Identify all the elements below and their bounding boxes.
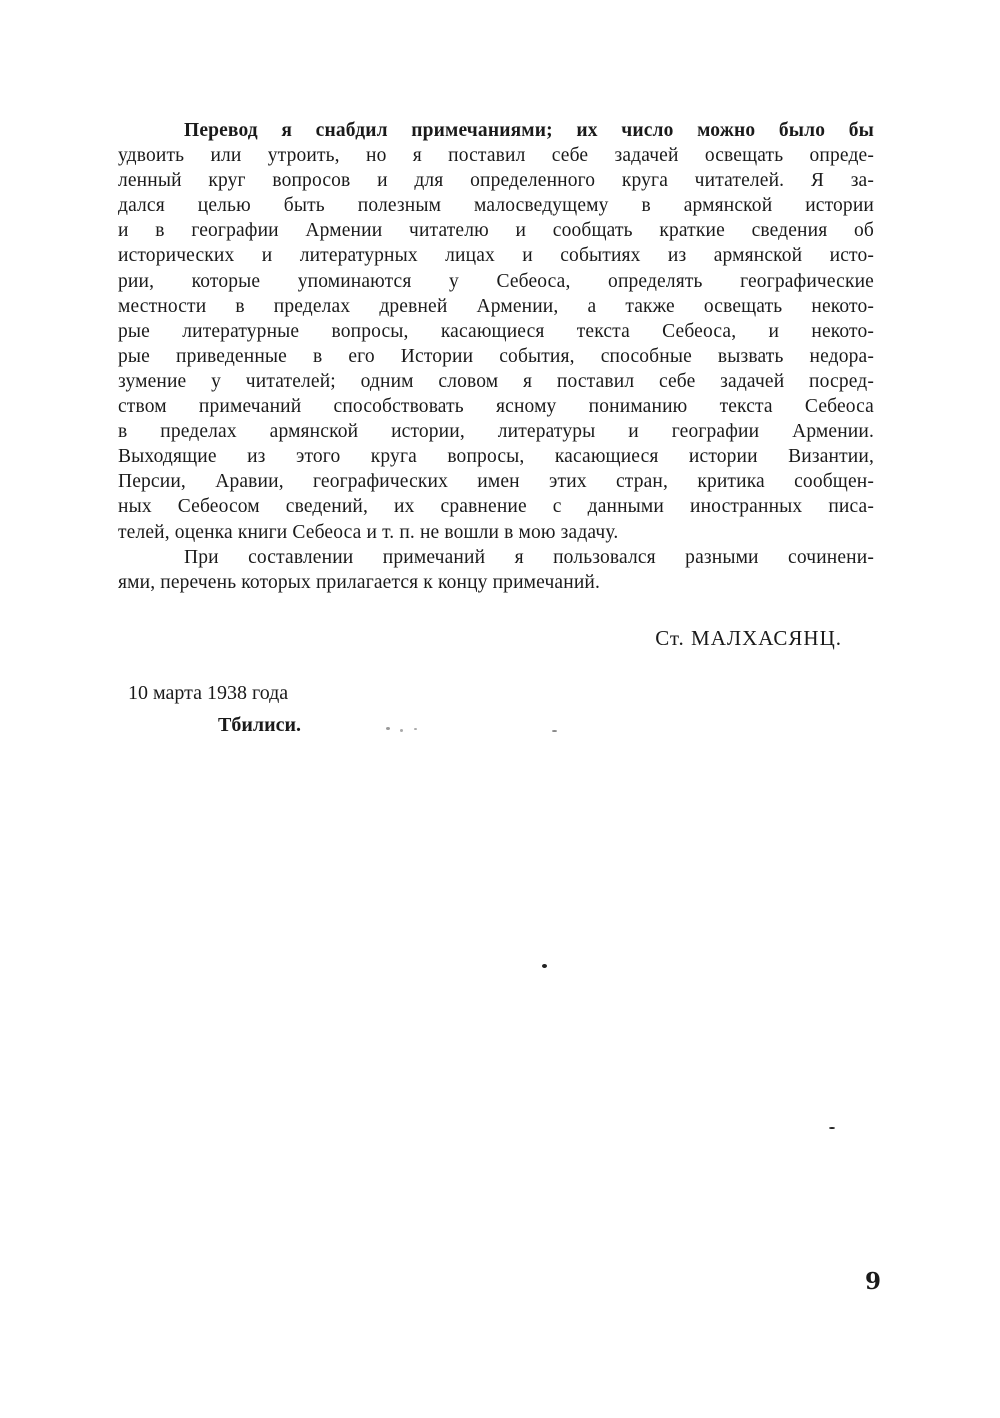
text-line: телей, оценка книги Себеоса и т. п. не вошли в мою задачу. (118, 521, 619, 543)
text-line: рии, которые упоминаются у Себеоса, определять географические (118, 270, 874, 292)
text-line: ством примечаний способствовать ясному пониманию текста Себеоса (118, 396, 874, 418)
text-line: ных Себеосом сведений, их сравнение с данными иностранных писа- (118, 496, 874, 518)
preface-text (118, 118, 874, 595)
date: 10 марта 1938 года (128, 682, 289, 704)
text-line: удвоить или утроить, но я поставил себе задачей освещать опреде- (118, 145, 874, 167)
text-line: исторических и литературных лицах и событиях из армянской исто- (118, 245, 874, 267)
scan-speck (552, 730, 557, 732)
page-number: 9 (865, 1268, 882, 1295)
text-line: и в географии Армении читателю и сообщать краткие сведения об (118, 220, 874, 242)
scan-speck (542, 964, 547, 968)
text-line: При составлении примечаний я пользовался разными сочинени- (184, 546, 874, 568)
text-line: рые литературные вопросы, касающиеся текста Себеоса, и некото- (118, 320, 874, 342)
text-line: местности в пределах древней Армении, а также освещать некото- (118, 295, 874, 317)
city: Тбилиси. (218, 714, 302, 736)
text-line: зумение у читателей; одним словом я поставил себе задачей посред- (118, 370, 874, 392)
text-line: Персии, Аравии, географических имен этих стран, критика сообщен- (118, 471, 874, 493)
text-line: в пределах армянской истории, литературы и географии Армении. (118, 421, 874, 443)
text-line: ями, перечень которых прилагается к концу примечаний. (118, 571, 601, 593)
scan-speck (414, 728, 417, 730)
scan-speck (829, 1127, 835, 1129)
scan-speck (400, 729, 403, 732)
scan-speck (386, 727, 390, 730)
author-signature: Ст. МАЛХАСЯНЦ. (655, 626, 842, 650)
text-line: ленный круг вопросов и для определенного круга читателей. Я за- (118, 170, 874, 192)
text-line: Выходящие из этого круга вопросы, касающиеся истории Византии, (118, 446, 874, 468)
text-line: Перевод я снабдил примечаниями; их число можно было бы (184, 120, 874, 141)
text-line: дался целью быть полезным малосведущему в армянской истории (118, 195, 874, 217)
text-line: рые приведенные в его Истории события, способные вызвать недора- (118, 345, 874, 367)
